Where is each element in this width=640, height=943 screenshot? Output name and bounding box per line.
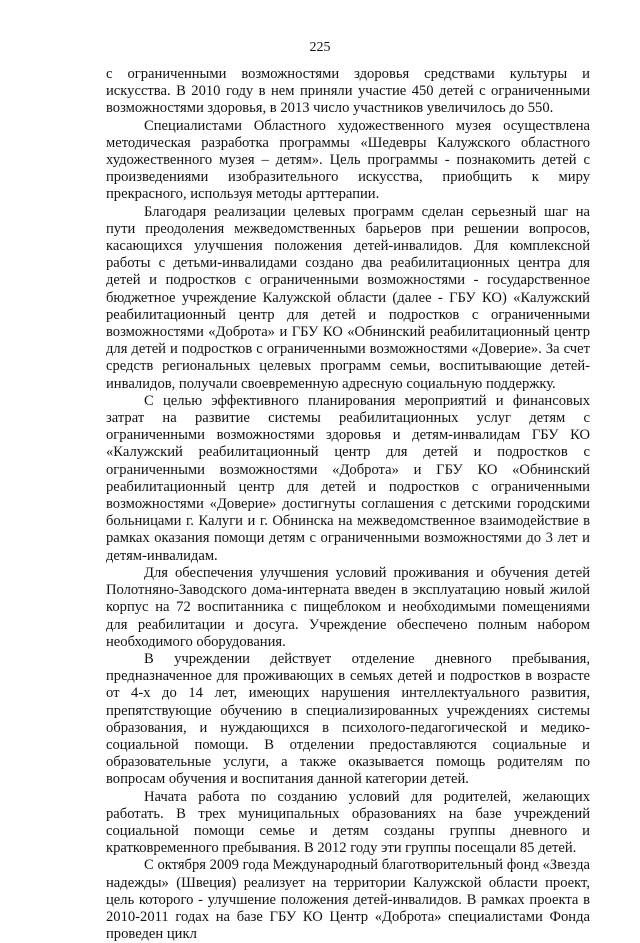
paragraph-6: В учреждении действует отделение дневного пребывания, предназначенное для проживающих в семьях детей и подростков в возрасте от 4-х до 14 лет, имеющих нарушения интеллектуального развития, препятствующие обучению в специализированных учреждениях системы образования, и нуждающихся в психолого-педагогической и медико-социальной помощи. В отделении предоставляются социальные и образовательные услуги, а также оказывается помощь родителям по вопросам обучения и воспитания данной категории детей.: [106, 650, 590, 788]
paragraph-3: Благодаря реализации целевых программ сделан серьезный шаг на пути преодоления межведомственных барьеров при решении вопросов, касающихся улучшения положения детей-инвалидов. Для комплексной работы с детьми-инвалидами создано два реабилитационных центра для детей и подростков с ограниченными возможностями - государственное бюджетное учреждение Калужской области (далее - ГБУ КО) «Калужский реабилитационный центр для детей и подростков с ограниченными возможностями «Доброта» и ГБУ КО «Обнинский реабилитационный центр для детей и подростков с ограниченными возможностями «Доверие». За счет средств региональных целевых программ семьи, воспитывающие детей-инвалидов, получали своевременную адресную социальную поддержку.: [106, 203, 590, 392]
paragraph-1: с ограниченными возможностями здоровья средствами культуры и искусства. В 2010 году в нем приняли участие 450 детей с ограниченными возможностями здоровья, в 2013 число участников увеличилось до 550.: [106, 66, 590, 117]
paragraph-8: С октября 2009 года Международный благотворительный фонд «Звезда надежды» (Швеция) реализует на территории Калужской области проект, цель которого - улучшение положения детей-инвалидов. В рамках проекта в 2010-2011 годах на базе ГБУ КО Центр «Доброта» специалистами Фонда проведен цикл: [106, 857, 590, 943]
page-body: [106, 66, 590, 943]
paragraph-2: Специалистами Областного художественного музея осуществлена методическая разработка программы «Шедевры Калужского областного художественного музея – детям». Цель программы - познакомить детей с произведениями изобразительного искусства, приобщить к миру прекрасного, используя методы арттерапии.: [106, 117, 590, 203]
page-number: 225: [309, 40, 331, 55]
paragraph-7: Начата работа по созданию условий для родителей, желающих работать. В трех муниципальных образованиях на базе учреждений социальной помощи семье и детям созданы группы дневного и кратковременного пребывания. В 2012 году эти группы посещали 85 детей.: [106, 788, 590, 857]
paragraph-5: Для обеспечения улучшения условий проживания и обучения детей Полотняно-Заводского дома-интерната введен в эксплуатацию новый жилой корпус на 72 воспитанника с пищеблоком и необходимыми помещениями для реабилитации и досуга. Учреждение обеспечено полным набором необходимого оборудования.: [106, 564, 590, 650]
paragraph-4: С целью эффективного планирования мероприятий и финансовых затрат на развитие системы реабилитационных услуг детям с ограниченными возможностями здоровья и детям-инвалидам ГБУ КО «Калужский реабилитационный центр для детей и подростков с ограниченными возможностями «Доброта» и ГБУ КО «Обнинский реабилитационный центр для детей и подростков с ограниченными возможностями «Доверие» достигнуты соглашения с детскими городскими больницами г. Калуги и г. Обнинска на межведомственное взаимодействие в рамках оказания помощи детям с ограниченными возможностями до 3 лет и детям-инвалидам.: [106, 392, 590, 564]
